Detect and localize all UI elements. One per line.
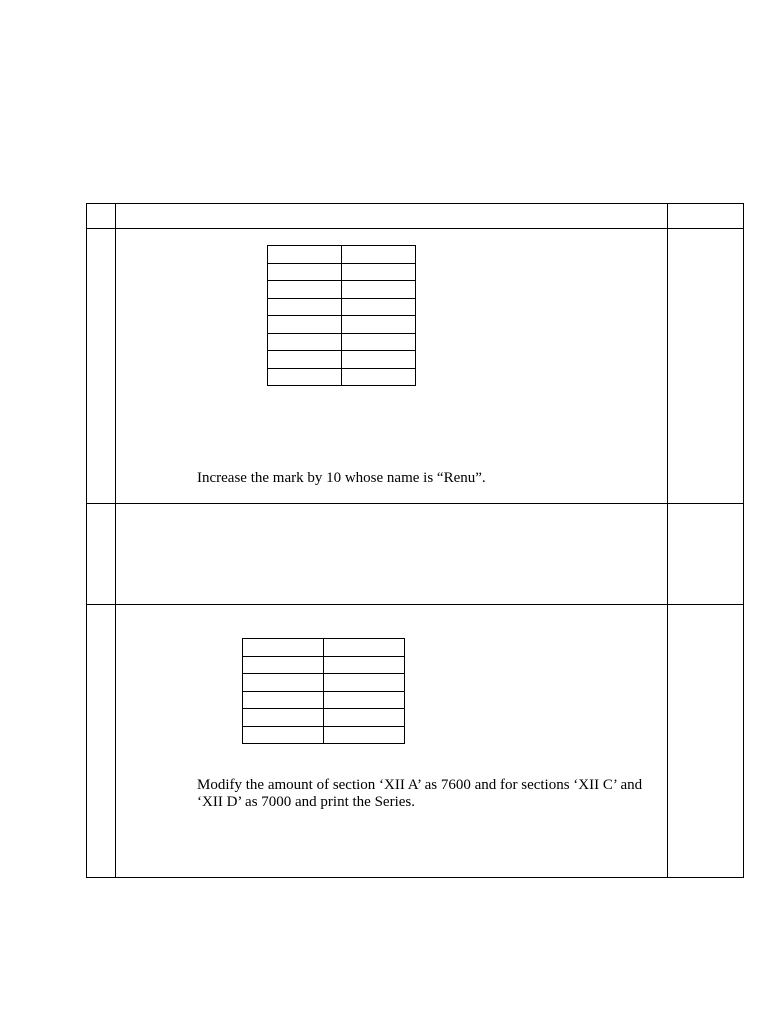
table-row (243, 726, 405, 744)
table-row (243, 656, 405, 674)
table-row (243, 674, 405, 692)
table-cell (324, 656, 405, 674)
table-cell (324, 674, 405, 692)
table-cell (243, 709, 324, 727)
question-table (86, 203, 744, 878)
table-cell (243, 656, 324, 674)
table-cell (243, 674, 324, 692)
table-row (243, 691, 405, 709)
question-3-text-line-2: ‘XII D’ as 7000 and print the Series. (197, 794, 415, 810)
table-cell (243, 726, 324, 744)
table-cell (324, 639, 405, 657)
table-cell (243, 639, 324, 657)
question-1-text: Increase the mark by 10 whose name is “Renu”. (197, 470, 486, 486)
question-3-text-line-1: Modify the amount of section ‘XII A’ as 7600 and for sections ‘XII C’ and (197, 777, 643, 793)
table-row (243, 639, 405, 657)
table-cell (324, 726, 405, 744)
table-cell (243, 691, 324, 709)
question-3-data-table (242, 638, 405, 744)
question-3-body (115, 204, 667, 879)
table-cell (324, 691, 405, 709)
table-row (243, 709, 405, 727)
column-divider-marks (667, 204, 668, 877)
table-cell (324, 709, 405, 727)
